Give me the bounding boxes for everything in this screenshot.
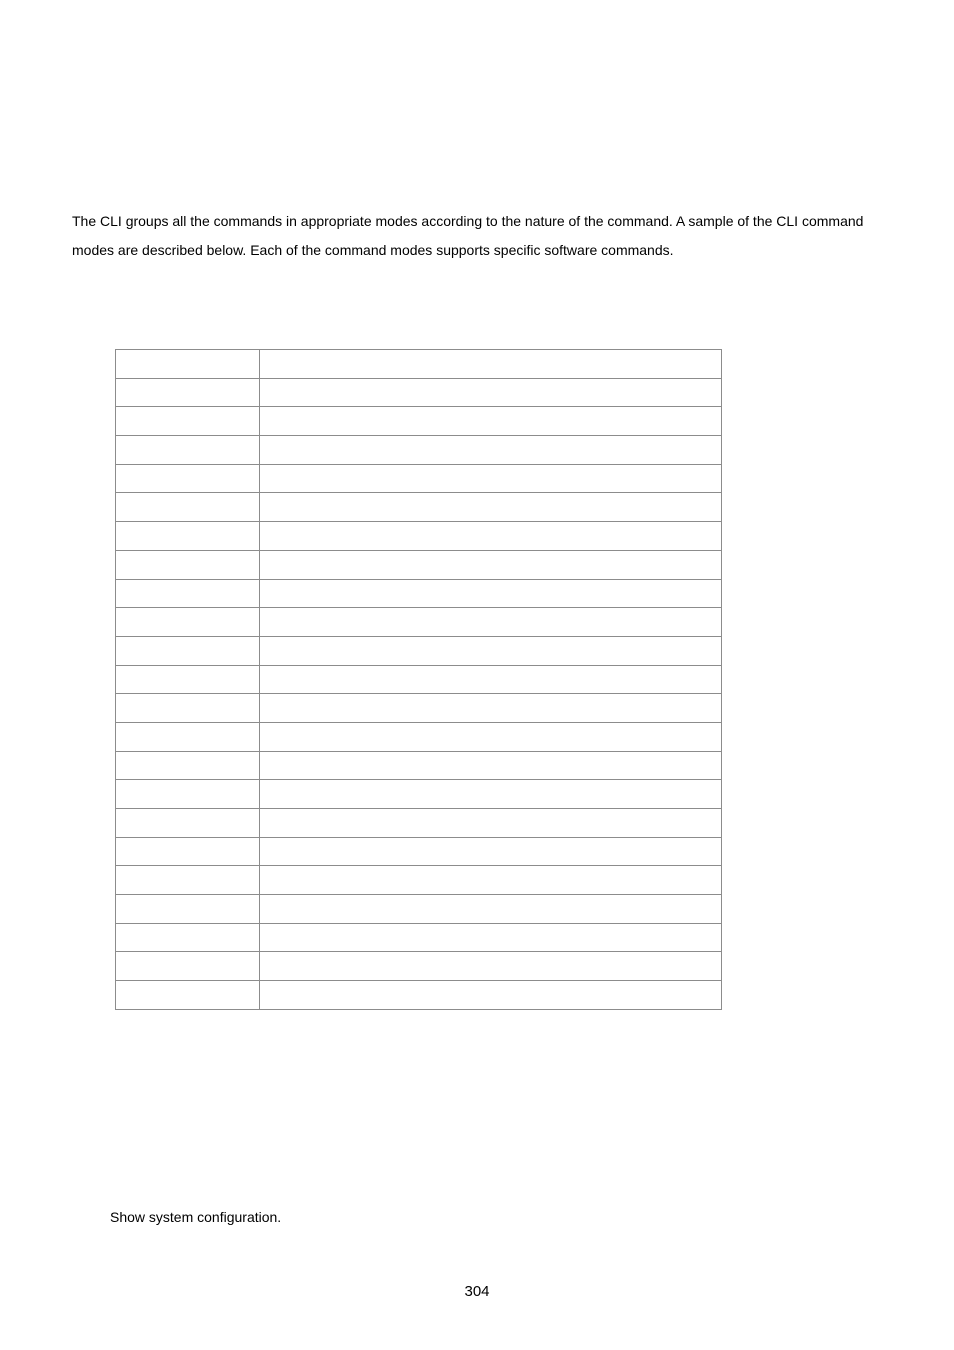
table-cell-description	[260, 866, 722, 895]
table-row	[116, 493, 722, 522]
table-row	[116, 837, 722, 866]
table-row	[116, 350, 722, 379]
table-row	[116, 780, 722, 809]
table-row	[116, 407, 722, 436]
table-cell-mode	[116, 923, 260, 952]
table-cell-mode	[116, 522, 260, 551]
table-cell-mode	[116, 636, 260, 665]
table-cell-description	[260, 923, 722, 952]
table-row	[116, 665, 722, 694]
table-cell-description	[260, 550, 722, 579]
table-cell-mode	[116, 837, 260, 866]
intro-line-2: modes are described below. Each of the command modes supports specific software commands.	[72, 242, 674, 258]
page-number: 304	[464, 1283, 490, 1300]
table-cell-mode	[116, 665, 260, 694]
table-cell-mode	[116, 436, 260, 465]
table-cell-mode	[116, 350, 260, 379]
table-row	[116, 378, 722, 407]
table-row	[116, 522, 722, 551]
table-cell-mode	[116, 780, 260, 809]
table-row	[116, 981, 722, 1010]
table-row	[116, 722, 722, 751]
table-cell-description	[260, 751, 722, 780]
table-cell-mode	[116, 579, 260, 608]
table-cell-description	[260, 407, 722, 436]
table-row	[116, 923, 722, 952]
table-cell-mode	[116, 694, 260, 723]
table-cell-description	[260, 636, 722, 665]
table-cell-description	[260, 522, 722, 551]
table-cell-description	[260, 895, 722, 924]
table-cell-mode	[116, 952, 260, 981]
table-row	[116, 809, 722, 838]
table-row	[116, 608, 722, 637]
table-cell-description	[260, 837, 722, 866]
table-cell-mode	[116, 809, 260, 838]
table-cell-description	[260, 981, 722, 1010]
table-cell-description	[260, 464, 722, 493]
table-cell-description	[260, 952, 722, 981]
table-cell-mode	[116, 751, 260, 780]
table-cell-mode	[116, 378, 260, 407]
table-cell-description	[260, 694, 722, 723]
table-row	[116, 751, 722, 780]
table-row	[116, 952, 722, 981]
table-cell-description	[260, 722, 722, 751]
table-row	[116, 636, 722, 665]
table-cell-description	[260, 350, 722, 379]
table-cell-mode	[116, 981, 260, 1010]
table-cell-description	[260, 809, 722, 838]
table-cell-description	[260, 493, 722, 522]
table-cell-mode	[116, 550, 260, 579]
intro-paragraph	[72, 207, 902, 265]
table-row	[116, 694, 722, 723]
table-cell-mode	[116, 493, 260, 522]
table-cell-description	[260, 608, 722, 637]
table-cell-mode	[116, 608, 260, 637]
table-cell-mode	[116, 895, 260, 924]
table-row	[116, 464, 722, 493]
table-cell-mode	[116, 866, 260, 895]
table-cell-description	[260, 780, 722, 809]
command-mode-table	[115, 349, 722, 1010]
table-cell-description	[260, 378, 722, 407]
intro-line-1: The CLI groups all the commands in appropriate modes according to the nature of the command. A sample of the CLI command	[72, 213, 864, 229]
table-cell-mode	[116, 722, 260, 751]
table-cell-mode	[116, 464, 260, 493]
table-cell-mode	[116, 407, 260, 436]
table-row	[116, 866, 722, 895]
command-mode-table-body	[116, 350, 722, 1010]
table-row	[116, 895, 722, 924]
table-row	[116, 436, 722, 465]
table-row	[116, 550, 722, 579]
table-cell-description	[260, 665, 722, 694]
table-cell-description	[260, 436, 722, 465]
note-text: Show system configuration.	[110, 1209, 282, 1225]
table-cell-description	[260, 579, 722, 608]
table-row	[116, 579, 722, 608]
